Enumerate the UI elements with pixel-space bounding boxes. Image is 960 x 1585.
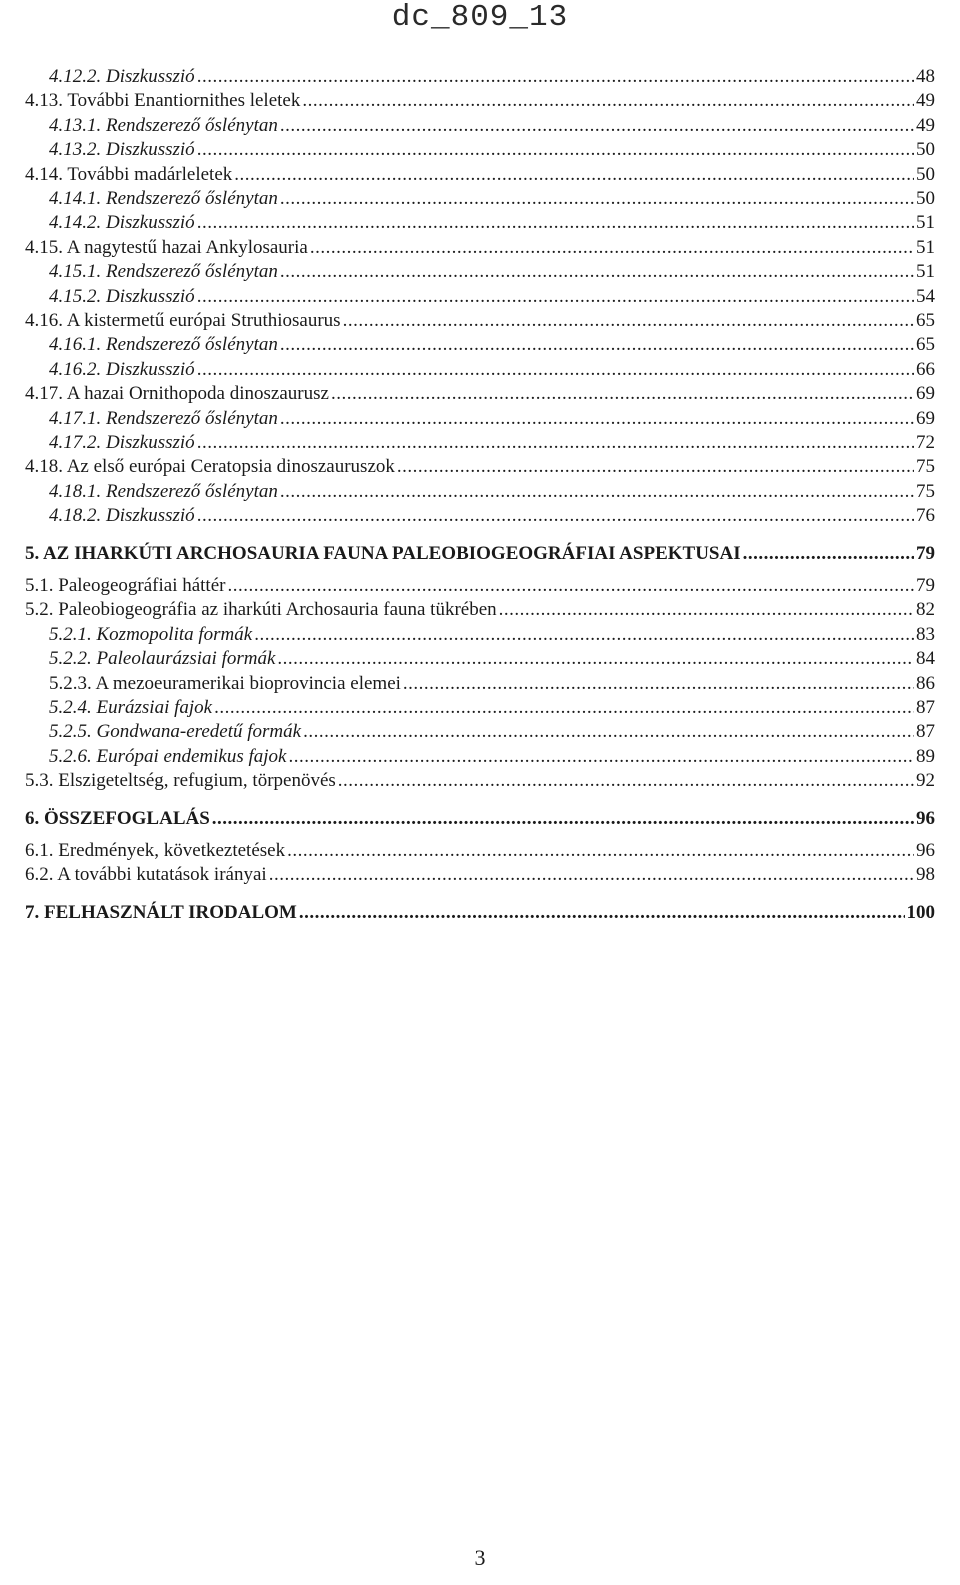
toc-entry[interactable] [49, 671, 935, 697]
dot-leader [212, 806, 914, 832]
toc-entry-label: 7. FELHASZNÁLT IRODALOM [25, 902, 297, 923]
toc-entry-label: 4.12.2. Diszkusszió [49, 66, 195, 87]
toc-entry-page: 96 [916, 840, 935, 861]
dot-leader [403, 671, 914, 697]
toc-entry-page: 82 [916, 599, 935, 620]
toc-entry-page: 65 [916, 334, 935, 355]
dot-leader [197, 284, 914, 310]
toc-entry-page: 76 [916, 505, 935, 526]
dot-leader [197, 210, 914, 236]
toc-entry[interactable] [49, 479, 935, 505]
toc-entry[interactable] [25, 862, 935, 888]
toc-entry-page: 65 [916, 310, 935, 331]
toc-entry-label: 5.2.5. Gondwana-eredetű formák [49, 721, 302, 742]
toc-entry-label: 4.14. További madárleletek [25, 164, 233, 185]
toc-entry-page: 49 [916, 115, 935, 136]
toc-entry-page: 86 [916, 673, 935, 694]
dot-leader [303, 719, 914, 745]
toc-entry[interactable] [49, 332, 935, 358]
dot-leader [197, 430, 914, 456]
toc-entry[interactable] [49, 113, 935, 139]
toc-entry-label: 4.17. A hazai Ornithopoda dinoszaurusz [25, 383, 329, 404]
toc-entry-page: 54 [916, 286, 935, 307]
toc-entry-page: 87 [916, 697, 935, 718]
toc-entry[interactable] [49, 503, 935, 529]
toc-entry-label: 4.16.1. Rendszerező őslénytan [49, 334, 278, 355]
toc-entry-label: 4.15. A nagytestű hazai Ankylosauria [25, 237, 308, 258]
dot-leader [280, 479, 914, 505]
toc-entry[interactable] [25, 838, 935, 864]
toc-entry-label: 4.17.1. Rendszerező őslénytan [49, 408, 278, 429]
toc-entry[interactable] [25, 162, 935, 188]
toc-entry-page: 89 [916, 746, 935, 767]
toc-entry[interactable] [49, 646, 935, 672]
toc-entry[interactable] [49, 622, 935, 648]
dot-leader [280, 332, 914, 358]
toc-entry-label: 4.14.2. Diszkusszió [49, 212, 195, 233]
toc-entry-page: 66 [916, 359, 935, 380]
toc-entry-page: 48 [916, 66, 935, 87]
toc-entry-label: 4.13. További Enantiornithes leletek [25, 90, 301, 111]
toc-entry[interactable] [49, 284, 935, 310]
page-header: dc_809_13 [391, 0, 569, 35]
toc-entry[interactable] [25, 381, 935, 407]
toc-entry-page: 50 [916, 188, 935, 209]
toc-entry[interactable] [25, 768, 935, 794]
toc-entry-label: 6. ÖSSZEFOGLALÁS [25, 808, 210, 829]
toc-entry-label: 5.2.2. Paleolaurázsiai formák [49, 648, 276, 669]
toc-entry-label: 5.2.1. Kozmopolita formák [49, 624, 253, 645]
page-number: 3 [474, 1545, 486, 1570]
toc-entry[interactable] [25, 573, 935, 599]
dot-leader [197, 357, 914, 383]
dot-leader [397, 454, 914, 480]
dot-leader [343, 308, 914, 334]
toc-entry[interactable] [25, 541, 935, 567]
toc-entry-page: 51 [916, 261, 935, 282]
toc-entry-page: 79 [916, 543, 935, 564]
toc-entry[interactable] [49, 210, 935, 236]
dot-leader [269, 862, 914, 888]
toc-entry-page: 49 [916, 90, 935, 111]
toc-entry-label: 4.16.2. Diszkusszió [49, 359, 195, 380]
toc-entry[interactable] [49, 695, 935, 721]
dot-leader [331, 381, 914, 407]
toc-entry-label: 5.2. Paleobiogeográfia az iharkúti Archosauria fauna tükrében [25, 599, 497, 620]
toc-entry-label: 5.3. Elszigeteltség, refugium, törpenövés [25, 770, 336, 791]
toc-entry-label: 4.18.1. Rendszerező őslénytan [49, 481, 278, 502]
dot-leader [280, 186, 914, 212]
toc-entry-label: 5.2.4. Eurázsiai fajok [49, 697, 213, 718]
toc-entry[interactable] [25, 235, 935, 261]
toc-entry[interactable] [49, 357, 935, 383]
toc-entry-page: 69 [916, 383, 935, 404]
toc-entry-label: 5. AZ IHARKÚTI ARCHOSAURIA FAUNA PALEOBIOGEOGRÁFIAI ASPEKTUSAI [25, 543, 741, 564]
toc-entry[interactable] [25, 88, 935, 114]
toc-entry[interactable] [25, 454, 935, 480]
toc-entry-page: 87 [916, 721, 935, 742]
dot-leader [288, 744, 914, 770]
toc-entry-label: 6.2. A további kutatások irányai [25, 864, 267, 885]
dot-leader [227, 573, 914, 599]
toc-entry[interactable] [25, 900, 935, 926]
toc-entry[interactable] [25, 308, 935, 334]
dot-leader [499, 597, 914, 623]
dot-leader [338, 768, 914, 794]
toc-entry-label: 4.15.1. Rendszerező őslénytan [49, 261, 278, 282]
toc-entry[interactable] [49, 744, 935, 770]
toc-entry-page: 51 [916, 237, 935, 258]
toc-entry-page: 83 [916, 624, 935, 645]
toc-entry-page: 50 [916, 164, 935, 185]
dot-leader [280, 259, 914, 285]
toc-entry[interactable] [49, 719, 935, 745]
toc-entry[interactable] [49, 64, 935, 90]
dot-leader [310, 235, 914, 261]
toc-entry-page: 69 [916, 408, 935, 429]
toc-entry-label: 4.18. Az első európai Ceratopsia dinoszauruszok [25, 456, 395, 477]
dot-leader [277, 646, 914, 672]
toc-entry-label: 4.14.1. Rendszerező őslénytan [49, 188, 278, 209]
dot-leader [254, 622, 914, 648]
toc-entry-label: 4.13.1. Rendszerező őslénytan [49, 115, 278, 136]
toc-entry-label: 4.13.2. Diszkusszió [49, 139, 195, 160]
toc-entry-page: 75 [916, 456, 935, 477]
toc-entry-label: 5.2.6. Európai endemikus fajok [49, 746, 287, 767]
dot-leader [214, 695, 914, 721]
dot-leader [197, 64, 914, 90]
toc-entry-label: 5.2.3. A mezoeuramerikai bioprovincia elemei [49, 673, 401, 694]
toc-entry[interactable] [25, 806, 935, 832]
toc-entry-page: 50 [916, 139, 935, 160]
toc-entry[interactable] [49, 137, 935, 163]
dot-leader [197, 137, 914, 163]
dot-leader [287, 838, 914, 864]
toc-entry-label: 6.1. Eredmények, következtetések [25, 840, 286, 861]
dot-leader [234, 162, 914, 188]
dot-leader [280, 113, 914, 139]
toc-entry-label: 4.15.2. Diszkusszió [49, 286, 195, 307]
dot-leader [302, 88, 914, 114]
dot-leader [299, 900, 905, 926]
toc-entry-label: 5.1. Paleogeográfiai háttér [25, 575, 226, 596]
toc-entry-page: 98 [916, 864, 935, 885]
toc-entry[interactable] [49, 259, 935, 285]
toc-entry-page: 79 [916, 575, 935, 596]
toc-entry[interactable] [25, 597, 935, 623]
toc-entry-label: 4.18.2. Diszkusszió [49, 505, 195, 526]
dot-leader [743, 541, 914, 567]
toc-entry-page: 51 [916, 212, 935, 233]
toc-entry-label: 4.16. A kistermetű európai Struthiosaurus [25, 310, 341, 331]
toc-entry[interactable] [49, 430, 935, 456]
toc-entry-page: 84 [916, 648, 935, 669]
dot-leader [280, 406, 914, 432]
toc-entry-page: 92 [916, 770, 935, 791]
toc-entry-page: 75 [916, 481, 935, 502]
toc-entry-page: 96 [916, 808, 935, 829]
toc-entry-page: 100 [906, 902, 935, 923]
toc-entry-label: 4.17.2. Diszkusszió [49, 432, 195, 453]
toc-entry[interactable] [49, 406, 935, 432]
toc-entry[interactable] [49, 186, 935, 212]
toc-entry-page: 72 [916, 432, 935, 453]
dot-leader [197, 503, 914, 529]
